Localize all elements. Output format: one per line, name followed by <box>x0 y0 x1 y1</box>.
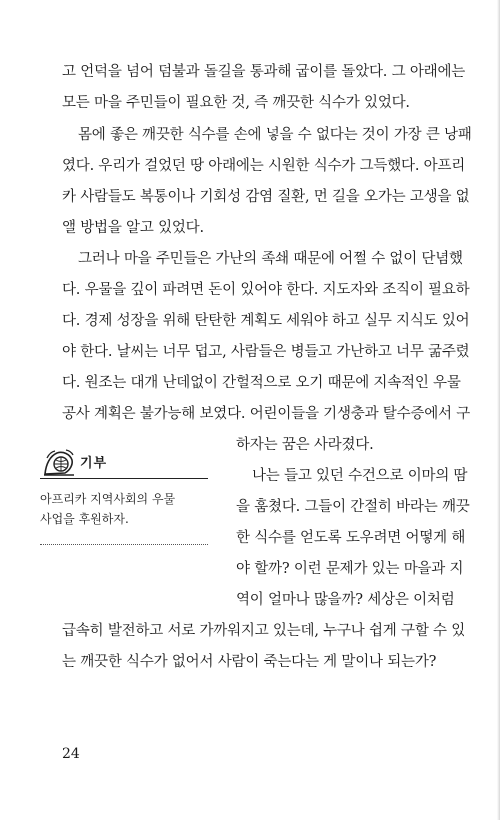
body-line: 나는 들고 있던 수건으로 이마의 땀 <box>252 468 468 484</box>
body-line: 하자는 꿈은 사라졌다. <box>236 437 374 453</box>
body-line: 공사 계획은 불가능해 보였다. 어린이들을 기생충과 탈수증에서 구 <box>62 406 471 422</box>
donation-sidebar <box>40 444 208 550</box>
body-line: 다. 원조는 대개 난데없이 간헐적으로 오기 때문에 지속적인 우물 <box>62 375 461 391</box>
body-line: 을 훔쳤다. 그들이 간절히 바라는 깨끗 <box>236 499 470 515</box>
body-line: 카 사람들도 복통이나 기회성 감염 질환, 먼 길을 오가는 고생을 없 <box>62 189 470 205</box>
hands-globe-icon <box>42 446 76 478</box>
body-line: 야 한다. 날씨는 너무 덥고, 사람들은 병들고 가난하고 너무 굶주렸 <box>62 344 470 360</box>
body-line: 다. 우물을 깊이 파려면 돈이 있어야 한다. 지도자와 조직이 필요하 <box>62 282 470 298</box>
sidebar-divider <box>40 478 208 479</box>
sidebar-text-line: 사업을 후원하자. <box>40 512 129 526</box>
body-line: 다. 경제 성장을 위해 탄탄한 계획도 세워야 하고 실무 지식도 있어 <box>62 313 470 329</box>
body-line: 역이 얼마나 많을까? 세상은 이처럼 <box>236 592 455 608</box>
body-line: 고 언덕을 넘어 덤불과 돌길을 통과해 굽이를 돌았다. 그 아래에는 <box>62 64 466 80</box>
body-line: 모든 마을 주민들이 필요한 것, 즉 깨끗한 식수가 있었다. <box>62 95 410 111</box>
sidebar-title: 기부 <box>80 456 108 471</box>
body-line: 앨 방법을 알고 있었다. <box>62 220 204 236</box>
body-line: 급속히 발전하고 서로 가까워지고 있는데, 누구나 쉽게 구할 수 있 <box>62 623 466 639</box>
body-line: 는 깨끗한 식수가 없어서 사람이 죽는다는 게 말이나 되는가? <box>62 654 437 670</box>
body-line: 몸에 좋은 깨끗한 식수를 손에 넣을 수 없다는 것이 가장 큰 낭패 <box>78 127 472 143</box>
sidebar-dotted-rule <box>40 544 208 545</box>
sidebar-header <box>40 444 208 480</box>
body-line: 야 할까? 이런 문제가 있는 마을과 지 <box>236 561 464 577</box>
body-line: 였다. 우리가 걸었던 땅 아래에는 시원한 식수가 그득했다. 아프리 <box>62 158 466 174</box>
body-line: 한 식수를 얻도록 도우려면 어떻게 해 <box>236 530 466 546</box>
body-line: 그러나 마을 주민들은 가난의 족쇄 때문에 어쩔 수 없이 단념했 <box>78 251 463 267</box>
sidebar-text-line: 아프리카 지역사회의 우물 <box>40 492 176 506</box>
page-number: 24 <box>62 746 80 762</box>
